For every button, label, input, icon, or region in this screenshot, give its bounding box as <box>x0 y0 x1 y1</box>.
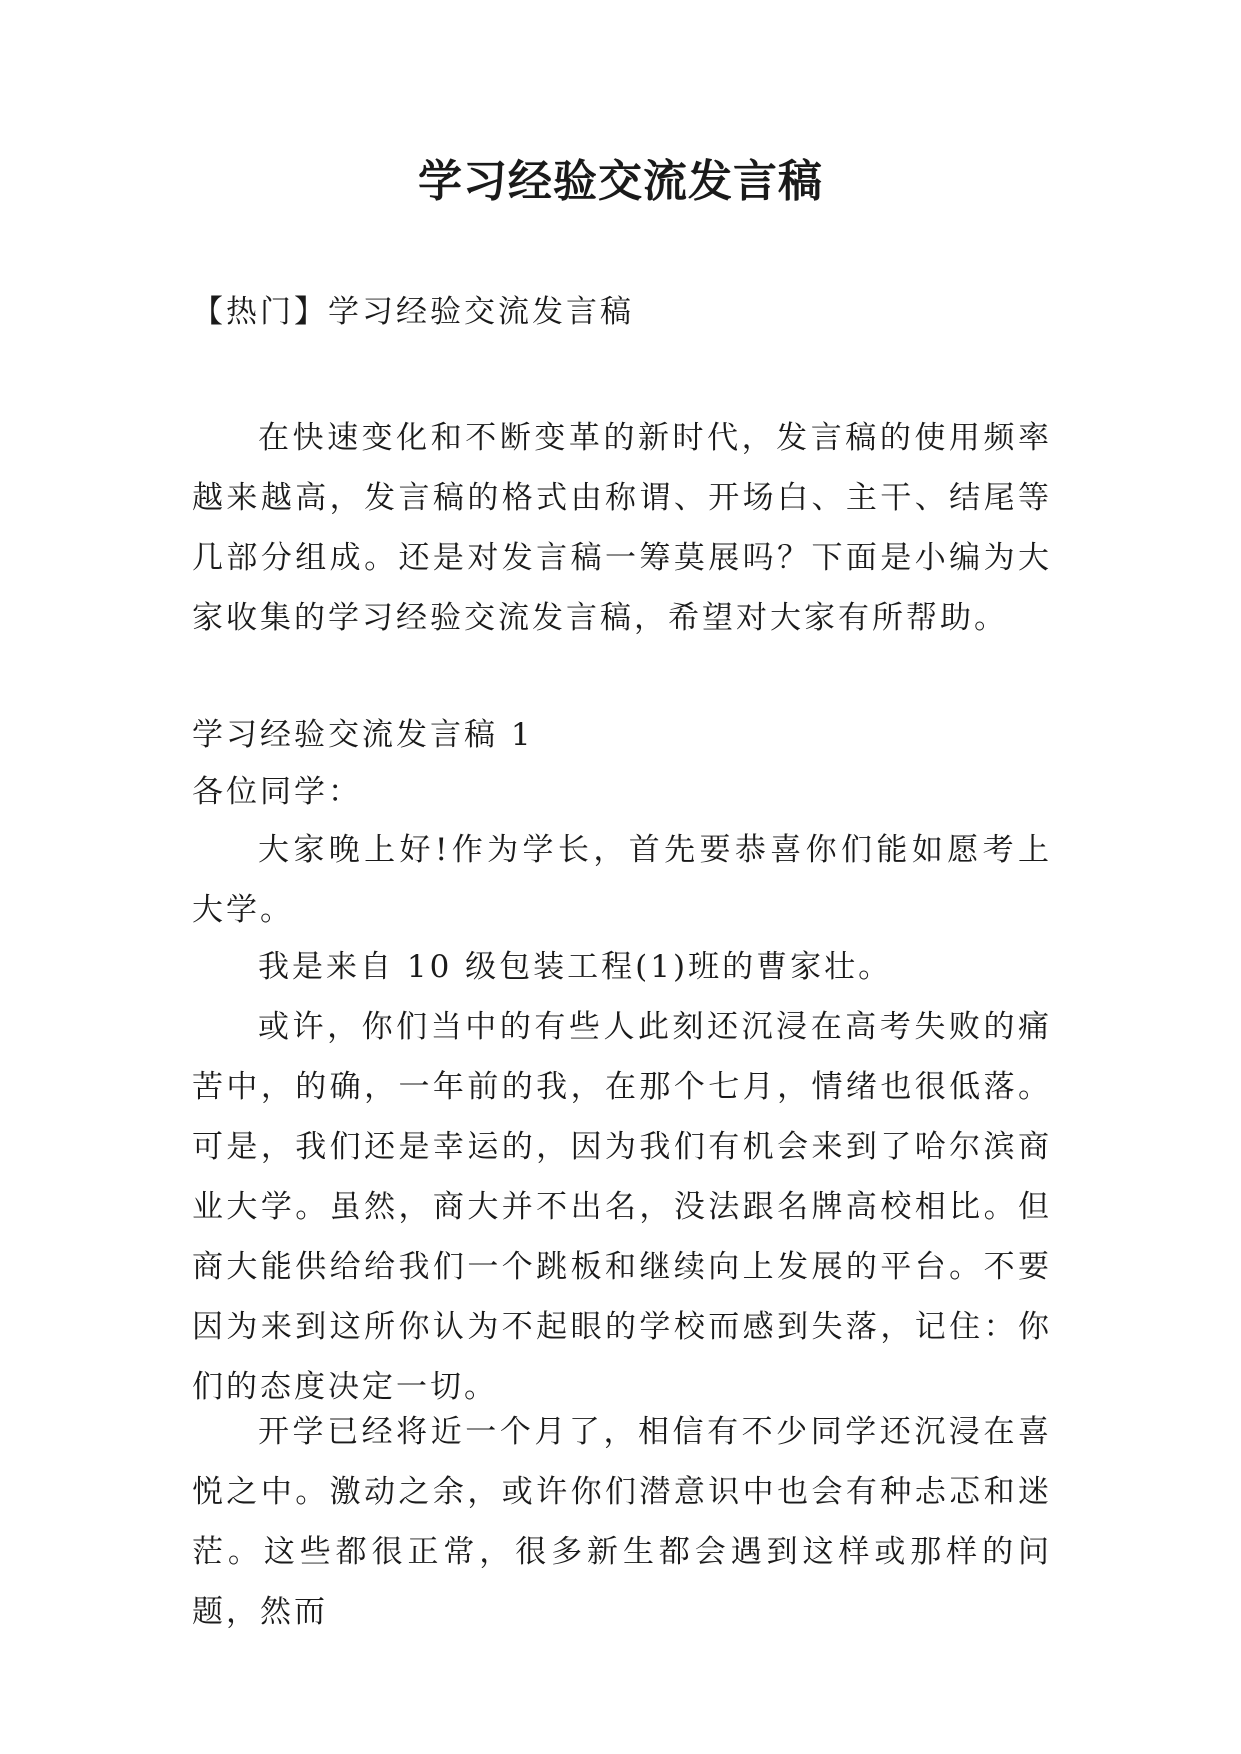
intro-paragraph: 在快速变化和不断变革的新时代，发言稿的使用频率越来越高，发言稿的格式由称谓、开场白、主干、结尾等几部分组成。还是对发言稿一筹莫展吗？下面是小编为大家收集的学习经验交流发言稿，希望对大家有所帮助。 <box>192 420 1052 636</box>
body-paragraph: 或许，你们当中的有些人此刻还沉浸在高考失败的痛苦中，的确，一年前的我，在那个七月，情绪也很低落。可是，我们还是幸运的，因为我们有机会来到了哈尔滨商业大学。虽然，商大并不出名，没法跟名牌高校相比。但商大能供给给我们一个跳板和继续向上发展的平台。不要因为来到这所你认为不起眼的学校而感到失落，记住：你们的态度决定一切。 <box>192 1009 1052 1405</box>
body-paragraph: 大家晚上好!作为学长，首先要恭喜你们能如愿考上大学。 <box>192 832 1052 928</box>
body-paragraph: 开学已经将近一个月了，相信有不少同学还沉浸在喜悦之中。激动之余，或许你们潜意识中也会有种忐忑和迷茫。这些都很正常，很多新生都会遇到这样或那样的问题，然而 <box>192 1414 1052 1630</box>
greeting: 各位同学： <box>192 774 362 810</box>
section-heading: 学习经验交流发言稿 1 <box>192 717 534 753</box>
document-title: 学习经验交流发言稿 <box>418 156 823 207</box>
body-paragraph: 我是来自 10 级包装工程(1)班的曹家壮。 <box>258 949 893 985</box>
document-subtitle: 【热门】学习经验交流发言稿 <box>192 294 634 330</box>
